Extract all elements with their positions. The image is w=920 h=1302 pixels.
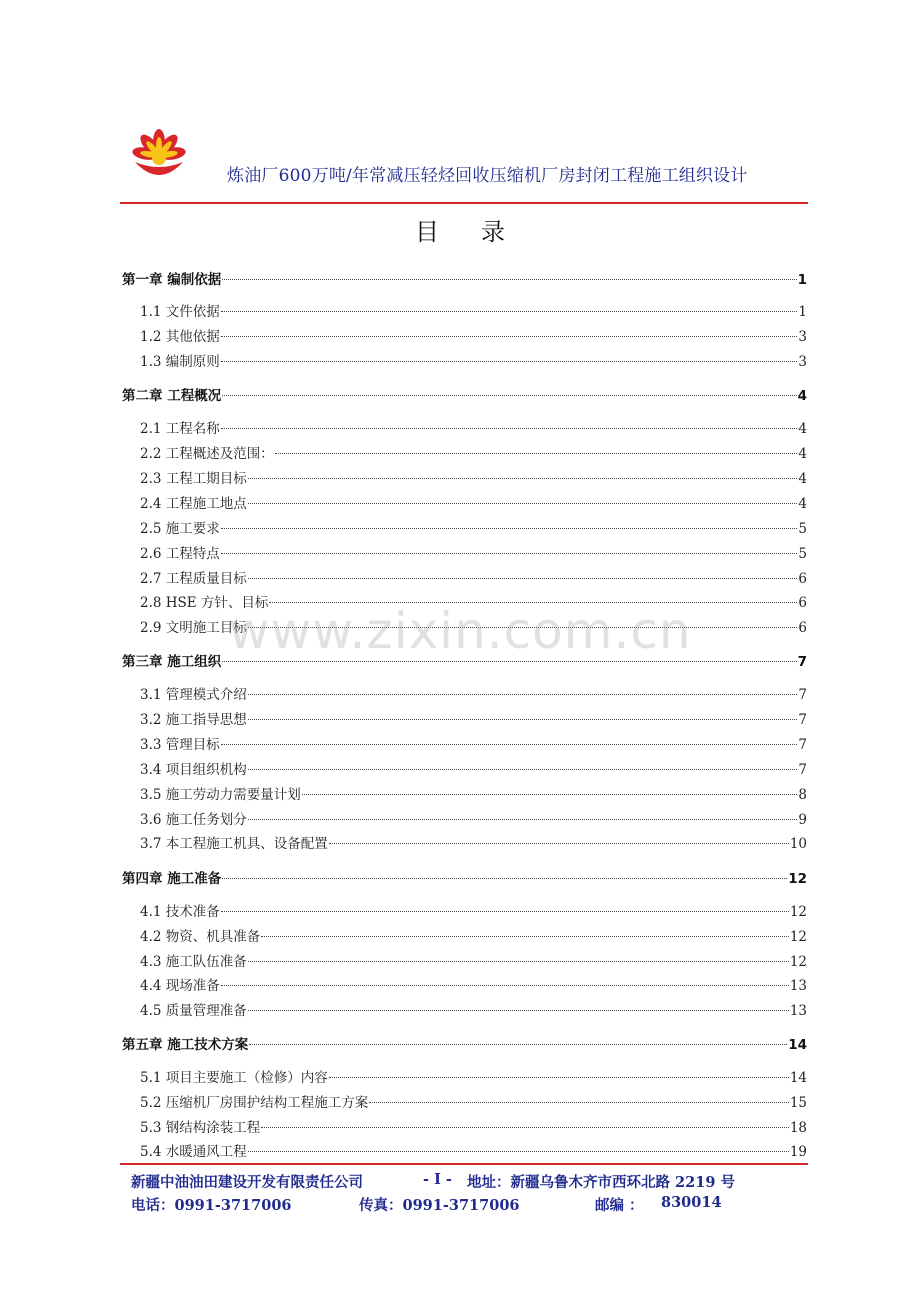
toc-section-entry[interactable] <box>140 710 807 730</box>
toc-entry-label: 3.7 本工程施工机具、设备配置 <box>140 836 328 852</box>
toc-entry-label: 4.4 现场准备 <box>140 978 220 994</box>
toc-page-number: 5 <box>798 546 807 562</box>
toc-page-number: 14 <box>789 1070 807 1086</box>
toc-heading: 目录 <box>415 218 547 246</box>
toc-chapter-entry[interactable] <box>122 386 807 406</box>
toc-page-number: 3 <box>798 354 807 370</box>
toc-page-number: 8 <box>798 787 807 803</box>
toc-entry-label: 3.2 施工指导思想 <box>140 712 247 728</box>
toc-dot-leader <box>249 1044 787 1045</box>
toc-section-entry[interactable] <box>140 494 807 514</box>
toc-dot-leader <box>221 553 798 554</box>
toc-section-entry[interactable] <box>140 469 807 489</box>
toc-page-number: 7 <box>798 712 807 728</box>
toc-entry-label: 5.1 项目主要施工（检修）内容 <box>140 1070 328 1086</box>
toc-entry-label: 第三章 施工组织 <box>122 654 222 670</box>
toc-dot-leader <box>248 578 798 579</box>
toc-entry-label: 1.2 其他依据 <box>140 329 220 345</box>
footer-postcode-label: 邮编 ： <box>595 1197 644 1214</box>
toc-section-entry[interactable] <box>140 327 807 347</box>
toc-entry-label: 3.3 管理目标 <box>140 737 220 753</box>
toc-chapter-entry[interactable] <box>122 652 807 672</box>
toc-entry-label: 2.1 工程名称 <box>140 421 220 437</box>
toc-page-number: 4 <box>798 496 807 512</box>
toc-section-entry[interactable] <box>140 834 807 854</box>
toc-entry-label: 3.1 管理模式介绍 <box>140 687 247 703</box>
toc-entry-label: 1.1 文件依据 <box>140 304 220 320</box>
footer-phone: 电话：0991-3717006 <box>131 1197 292 1214</box>
toc-section-entry[interactable] <box>140 593 807 613</box>
footer-rule <box>120 1163 808 1165</box>
toc-page-number: 3 <box>798 329 807 345</box>
toc-entry-label: 2.8 HSE 方针、目标 <box>140 595 269 611</box>
toc-section-entry[interactable] <box>140 419 807 439</box>
toc-page-number: 9 <box>798 812 807 828</box>
toc-page-number: 12 <box>789 904 807 920</box>
toc-page-number: 6 <box>798 620 807 636</box>
toc-dot-leader <box>222 661 796 662</box>
toc-dot-leader <box>248 1151 789 1152</box>
toc-entry-label: 第一章 编制依据 <box>122 272 222 288</box>
toc-section-entry[interactable] <box>140 618 807 638</box>
toc-dot-leader <box>248 627 798 628</box>
toc-dot-leader <box>261 1127 789 1128</box>
toc-chapter-entry[interactable] <box>122 270 807 290</box>
toc-dot-leader <box>222 878 787 879</box>
toc-section-entry[interactable] <box>140 685 807 705</box>
toc-section-entry[interactable] <box>140 1068 807 1088</box>
toc-entry-label: 4.1 技术准备 <box>140 904 220 920</box>
toc-page-number: 4 <box>797 388 807 404</box>
toc-page-number: 1 <box>798 304 807 320</box>
toc-section-entry[interactable] <box>140 927 807 947</box>
toc-chapter-entry[interactable] <box>122 869 807 889</box>
toc-page-number: 6 <box>798 595 807 611</box>
toc-page-number: 7 <box>797 654 807 670</box>
toc-page-number: 4 <box>798 421 807 437</box>
toc-dot-leader <box>221 744 798 745</box>
company-logo-icon <box>130 128 188 184</box>
toc-section-entry[interactable] <box>140 785 807 805</box>
toc-page-number: 4 <box>798 471 807 487</box>
toc-entry-label: 第四章 施工准备 <box>122 871 222 887</box>
toc-entry-label: 2.9 文明施工目标 <box>140 620 247 636</box>
toc-page-number: 12 <box>789 929 807 945</box>
toc-page-number: 15 <box>789 1095 807 1111</box>
toc-entry-label: 5.4 水暖通风工程 <box>140 1144 247 1160</box>
toc-entry-label: 3.5 施工劳动力需要量计划 <box>140 787 301 803</box>
toc-entry-label: 2.4 工程施工地点 <box>140 496 247 512</box>
footer-fax: 传真：0991-3717006 <box>359 1197 520 1214</box>
toc-section-entry[interactable] <box>140 1093 807 1113</box>
toc-section-entry[interactable] <box>140 952 807 972</box>
toc-entry-label: 2.6 工程特点 <box>140 546 220 562</box>
toc-entry-label: 2.2 工程概述及范围： <box>140 446 274 462</box>
toc-entry-label: 3.6 施工任务划分 <box>140 812 247 828</box>
toc-page-number: 5 <box>798 521 807 537</box>
toc-entry-label: 5.2 压缩机厂房围护结构工程施工方案 <box>140 1095 369 1111</box>
toc-page-number: 1 <box>797 272 807 288</box>
footer-postcode: 830014 <box>661 1194 722 1211</box>
toc-page-number: 7 <box>798 687 807 703</box>
toc-dot-leader <box>248 769 798 770</box>
toc-page-number: 7 <box>798 762 807 778</box>
toc-entry-label: 4.3 施工队伍准备 <box>140 954 247 970</box>
toc-section-entry[interactable] <box>140 1142 807 1162</box>
toc-dot-leader <box>329 1077 789 1078</box>
toc-entry-label: 2.5 施工要求 <box>140 521 220 537</box>
toc-chapter-entry[interactable] <box>122 1035 807 1055</box>
toc-dot-leader <box>221 911 789 912</box>
watermark: www.zixin.com.cn <box>228 602 692 660</box>
toc-entry-label: 5.3 钢结构涂装工程 <box>140 1120 261 1136</box>
toc-dot-leader <box>329 843 789 844</box>
toc-dot-leader <box>248 961 789 962</box>
toc-section-entry[interactable] <box>140 902 807 922</box>
toc-section-entry[interactable] <box>140 735 807 755</box>
toc-page-number: 12 <box>789 954 807 970</box>
toc-dot-leader <box>261 936 789 937</box>
header-rule <box>120 202 808 204</box>
toc-section-entry[interactable] <box>140 810 807 830</box>
toc-section-entry[interactable] <box>140 1001 807 1021</box>
toc-page-number: 10 <box>789 836 807 852</box>
toc-dot-leader <box>222 395 796 396</box>
toc-page-number: 4 <box>798 446 807 462</box>
toc-entry-label: 1.3 编制原则 <box>140 354 220 370</box>
toc-dot-leader <box>248 503 798 504</box>
toc-page-number: 13 <box>789 978 807 994</box>
toc-dot-leader <box>369 1102 789 1103</box>
toc-entry-label: 第二章 工程概况 <box>122 388 222 404</box>
toc-page-number: 7 <box>798 737 807 753</box>
toc-dot-leader <box>248 819 798 820</box>
toc-entry-label: 4.2 物资、机具准备 <box>140 929 261 945</box>
toc-page-number: 19 <box>789 1144 807 1160</box>
toc-dot-leader <box>221 985 789 986</box>
toc-dot-leader <box>248 1010 789 1011</box>
toc-page-number: 6 <box>798 571 807 587</box>
toc-section-entry[interactable] <box>140 444 807 464</box>
toc-entry-label: 第五章 施工技术方案 <box>122 1037 249 1053</box>
page-header <box>120 128 808 206</box>
toc-dot-leader <box>275 453 798 454</box>
footer-page-marker: - I - <box>423 1171 452 1188</box>
toc-entry-label: 2.3 工程工期目标 <box>140 471 247 487</box>
toc-page-number: 13 <box>789 1003 807 1019</box>
toc-dot-leader <box>248 478 798 479</box>
footer-address: 地址：新疆乌鲁木齐市西环北路 2219 号 <box>467 1174 735 1191</box>
toc-section-entry[interactable] <box>140 519 807 539</box>
toc-dot-leader <box>248 719 798 720</box>
toc-section-entry[interactable] <box>140 976 807 996</box>
toc-dot-leader <box>221 361 798 362</box>
toc-section-entry[interactable] <box>140 544 807 564</box>
toc-dot-leader <box>302 794 798 795</box>
document-title: 炼油厂600万吨/年常减压轻烃回收压缩机厂房封闭工程施工组织设计 <box>227 166 748 186</box>
toc-dot-leader <box>221 311 798 312</box>
toc-section-entry[interactable] <box>140 569 807 589</box>
toc-section-entry[interactable] <box>140 1118 807 1138</box>
toc-entry-label: 3.4 项目组织机构 <box>140 762 247 778</box>
toc-section-entry[interactable] <box>140 352 807 372</box>
toc-entry-label: 2.7 工程质量目标 <box>140 571 247 587</box>
toc-dot-leader <box>222 279 796 280</box>
toc-dot-leader <box>221 528 798 529</box>
toc-entry-label: 4.5 质量管理准备 <box>140 1003 247 1019</box>
toc-dot-leader <box>221 336 798 337</box>
toc-section-entry[interactable] <box>140 760 807 780</box>
toc-page-number: 14 <box>788 1037 807 1053</box>
footer-company: 新疆中油油田建设开发有限责任公司 <box>131 1174 363 1191</box>
toc-dot-leader <box>221 428 798 429</box>
toc-page-number: 12 <box>788 871 807 887</box>
toc-dot-leader <box>248 694 798 695</box>
toc-section-entry[interactable] <box>140 302 807 322</box>
toc-page-number: 18 <box>789 1120 807 1136</box>
toc-dot-leader <box>269 602 797 603</box>
